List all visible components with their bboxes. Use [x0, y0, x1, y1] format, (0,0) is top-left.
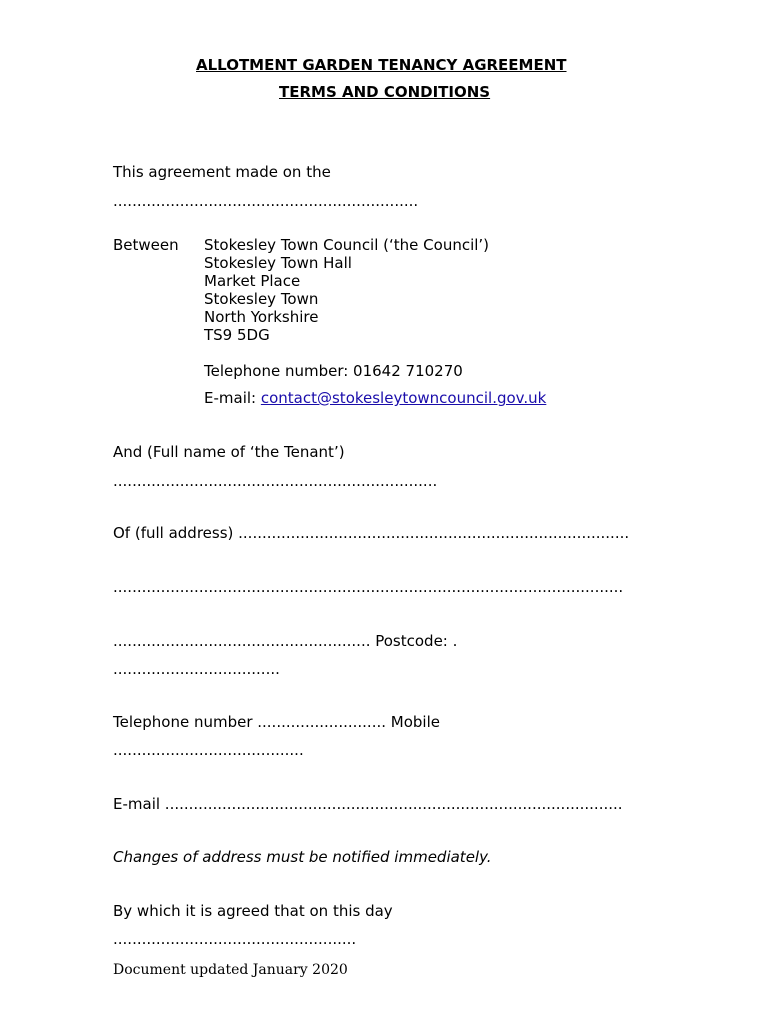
email-link[interactable]: contact@stokesleytowncouncil.gov.uk	[260, 389, 547, 407]
council-telephone: Telephone number: 01642 710270	[204, 362, 463, 380]
telephone-mobile-line: Telephone number ........................... Mobile	[113, 713, 440, 731]
tenant-label: And (Full name of ‘the Tenant’)	[113, 443, 345, 461]
mobile-blank: ........................................	[113, 741, 304, 759]
address-line: Stokesley Town Hall	[204, 254, 352, 272]
postcode-blank: ...................................	[113, 660, 280, 678]
agreed-day-blank: ...................................................	[113, 930, 357, 948]
document-subtitle: TERMS AND CONDITIONS	[279, 83, 491, 101]
agreement-date-blank: ................................................................	[113, 192, 419, 210]
agreement-made-text: This agreement made on the	[113, 163, 331, 181]
between-label: Between	[113, 236, 179, 254]
full-address-line: Of (full address) ..................................................................................	[113, 524, 630, 542]
address-line: TS9 5DG	[204, 326, 270, 344]
address-line: Market Place	[204, 272, 301, 290]
tenant-name-blank: ....................................................................	[113, 472, 438, 490]
address-line: North Yorkshire	[204, 308, 319, 326]
agreed-day-text: By which it is agreed that on this day	[113, 902, 393, 920]
tenant-email-line: E-mail ................................................................................................	[113, 795, 623, 813]
postcode-line: ...................................................... Postcode: .	[113, 632, 458, 650]
document-title: ALLOTMENT GARDEN TENANCY AGREEMENT	[196, 56, 567, 74]
council-address	[204, 236, 489, 344]
address-line: Stokesley Town Council (‘the Council’)	[204, 236, 490, 254]
email-label: E-mail:	[204, 389, 261, 407]
council-email	[204, 389, 546, 407]
full-address-blank: ...........................................................................................................	[113, 578, 624, 596]
address-line: Stokesley Town	[204, 290, 319, 308]
address-change-notice: Changes of address must be notified immediately.	[113, 848, 492, 866]
document-footer: Document updated January 2020	[113, 962, 348, 978]
